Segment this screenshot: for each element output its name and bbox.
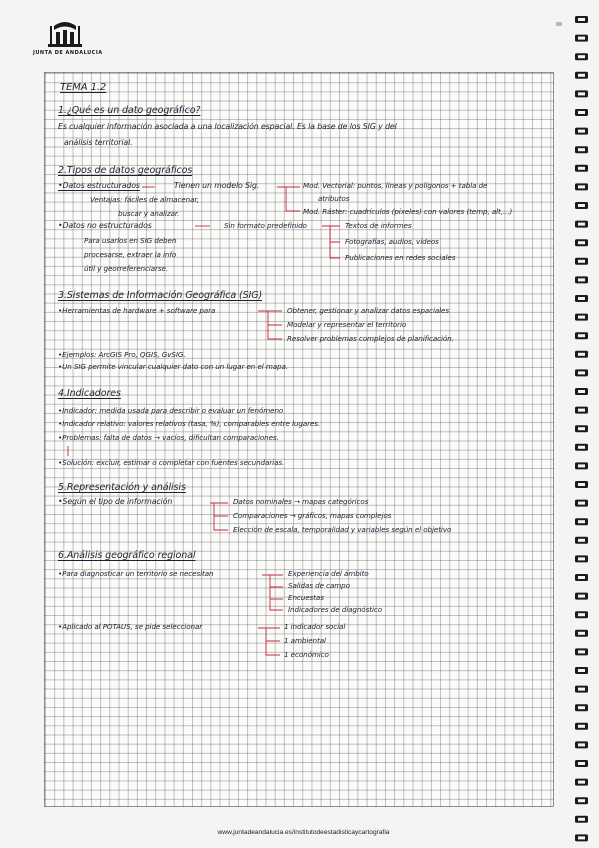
- potaus-bullet-1: 1 indicador social: [284, 622, 346, 631]
- sig-bullet-1: Obtener, gestionar y analizar datos espaciales: [287, 306, 450, 315]
- spiral-ring-gap: [578, 55, 585, 58]
- sig-bullet-2: Modelar y representar el territorio: [287, 320, 407, 329]
- section-1-text-line-2: análisis territorial.: [64, 138, 133, 147]
- spiral-ring-gap: [578, 743, 585, 746]
- spiral-binding: [571, 0, 593, 848]
- unstructured-format-text: Sin formato predefinido: [224, 221, 307, 230]
- junta-logo: [30, 20, 100, 64]
- spiral-ring-gap: [578, 409, 585, 412]
- spiral-ring-gap: [578, 725, 585, 728]
- advantages-line-2: buscar y analizar.: [118, 209, 180, 218]
- spiral-ring-gap: [578, 836, 585, 839]
- potaus-bullet-3: 1 económico: [284, 650, 329, 659]
- spiral-ring-gap: [578, 334, 585, 337]
- spiral-ring-gap: [578, 37, 585, 40]
- spiral-ring-gap: [578, 92, 585, 95]
- spiral-ring-gap: [578, 223, 585, 226]
- spiral-ring-gap: [578, 818, 585, 821]
- indicator-solution: •Solución: excluir, estimar o completar con fuentes secundarias.: [58, 458, 285, 467]
- unstructured-note-line-3: útil y georreferenciarse.: [84, 264, 169, 273]
- section-5-heading: 5.Representación y análisis: [58, 482, 186, 493]
- spiral-ring-gap: [578, 353, 585, 356]
- structured-data-label: •Datos estructurados: [58, 181, 140, 190]
- spiral-ring-gap: [578, 427, 585, 430]
- spiral-ring-gap: [578, 520, 585, 523]
- spiral-ring-gap: [578, 130, 585, 133]
- vector-model-line-2: atributos: [318, 194, 350, 203]
- spiral-ring-gap: [578, 167, 585, 170]
- representation-by-type: •Según el tipo de información: [58, 497, 173, 506]
- spiral-ring-gap: [578, 502, 585, 505]
- spiral-ring-gap: [578, 241, 585, 244]
- spiral-ring-gap: [578, 557, 585, 560]
- sig-bullet-3: Resolver problemas complejos de planificación.: [287, 334, 454, 343]
- spiral-ring-gap: [578, 18, 585, 21]
- page-corner-mark: [556, 22, 562, 26]
- spiral-ring-gap: [578, 781, 585, 784]
- diagnosis-bullet-3: Encuestas: [288, 593, 324, 602]
- spiral-ring-gap: [578, 595, 585, 598]
- diagnosis-text: •Para diagnosticar un territorio se necesitan: [58, 569, 214, 578]
- advantages-line-1: Ventajas: fáciles de almacenar,: [90, 195, 199, 204]
- indicator-relative: •Indicador relativo: valores relativos (tasa, %), comparables entre lugares.: [58, 419, 321, 428]
- spiral-ring-gap: [578, 576, 585, 579]
- spiral-ring-gap: [578, 297, 585, 300]
- vector-model-line-1: Mod. Vectorial: puntos, líneas y polígonos + tabla de: [303, 181, 488, 190]
- sig-link-text: •Un SIG permite vincular cualquier dato con un lugar en el mapa.: [58, 362, 289, 371]
- section-1-heading: 1.¿Qué es un dato geográfico?: [58, 105, 201, 116]
- unstructured-item-texts: Textos de informes: [345, 221, 412, 230]
- potaus-text: •Aplicado al POTAUS, se pide seleccionar: [58, 622, 203, 631]
- unstructured-note-line-2: procesarse, extraer la info: [84, 250, 177, 259]
- representation-bullet-3: Elección de escala, temporalidad y variables según el objetivo: [233, 525, 452, 534]
- spiral-ring-gap: [578, 539, 585, 542]
- diagnosis-bullet-2: Salidas de campo: [288, 581, 350, 590]
- spiral-ring-gap: [578, 613, 585, 616]
- representation-bullet-2: Comparaciones → gráficos, mapas complejos: [233, 511, 392, 520]
- diagnosis-bullet-4: Indicadores de diagnóstico: [288, 605, 383, 614]
- spiral-ring-gap: [578, 650, 585, 653]
- diagnosis-bullet-1: Experiencia del ámbito: [288, 569, 369, 578]
- spiral-ring-gap: [578, 632, 585, 635]
- indicator-definition: •Indicador: medida usada para describir o evaluar un fenómeno: [58, 406, 284, 415]
- spiral-ring-gap: [578, 278, 585, 281]
- spiral-ring-gap: [578, 371, 585, 374]
- indicator-problems: •Problemas: falta de datos → vacíos, dificultan comparaciones.: [58, 433, 279, 442]
- spiral-ring-gap: [578, 185, 585, 188]
- spiral-ring-gap: [578, 111, 585, 114]
- footer-url: www.juntadeandalucia.es/institutodeestadisticaycartografia: [217, 829, 390, 836]
- spiral-ring-gap: [578, 762, 585, 765]
- spiral-ring-gap: [578, 464, 585, 467]
- unstructured-item-social: Publicaciones en redes sociales: [345, 253, 456, 262]
- page-title: TEMA 1.2: [60, 82, 107, 93]
- spiral-ring-gap: [578, 669, 585, 672]
- spiral-ring-gap: [578, 483, 585, 486]
- section-2-heading: 2.Tipos de datos geográficos: [58, 165, 193, 176]
- section-6-heading: 6.Análisis geográfico regional: [58, 550, 196, 561]
- spiral-ring-gap: [578, 148, 585, 151]
- sig-examples: •Ejemplos: ArcGIS Pro, QGIS, GvSIG.: [58, 350, 186, 359]
- potaus-bullet-2: 1 ambiental: [284, 636, 326, 645]
- spiral-ring-gap: [578, 74, 585, 77]
- spiral-ring-gap: [578, 390, 585, 393]
- section-4-heading: 4.Indicadores: [58, 388, 121, 399]
- spiral-ring-gap: [578, 316, 585, 319]
- unstructured-note-line-1: Para usarlos en SIG deben: [84, 236, 177, 245]
- spiral-ring-gap: [578, 688, 585, 691]
- spiral-ring-gap: [578, 446, 585, 449]
- section-3-heading: 3.Sistemas de Información Geográfica (SIG): [58, 290, 263, 301]
- logo-text: JUNTA DE ANDALUCIA: [33, 50, 103, 56]
- spiral-ring-gap: [578, 799, 585, 802]
- unstructured-item-photos: Fotografías, audios, vídeos: [345, 237, 439, 246]
- representation-bullet-1: Datos nominales → mapas categóricos: [233, 497, 369, 506]
- raster-model-text: Mod. Ráster: cuadrículos (píxeles) con valores (temp, alt,...): [303, 207, 513, 216]
- unstructured-data-label: •Datos no estructurados: [58, 221, 152, 230]
- sig-tools-text: •Herramientas de hardware + software para: [58, 306, 216, 315]
- section-1-text-line-1: Es cualquier información asociada a una localización espacial. Es la base de los SIG y del: [58, 122, 397, 131]
- spiral-ring-gap: [578, 204, 585, 207]
- spiral-ring-gap: [578, 260, 585, 263]
- spiral-ring-gap: [578, 706, 585, 709]
- structured-model-text: Tienen un modelo Sig.: [174, 181, 260, 190]
